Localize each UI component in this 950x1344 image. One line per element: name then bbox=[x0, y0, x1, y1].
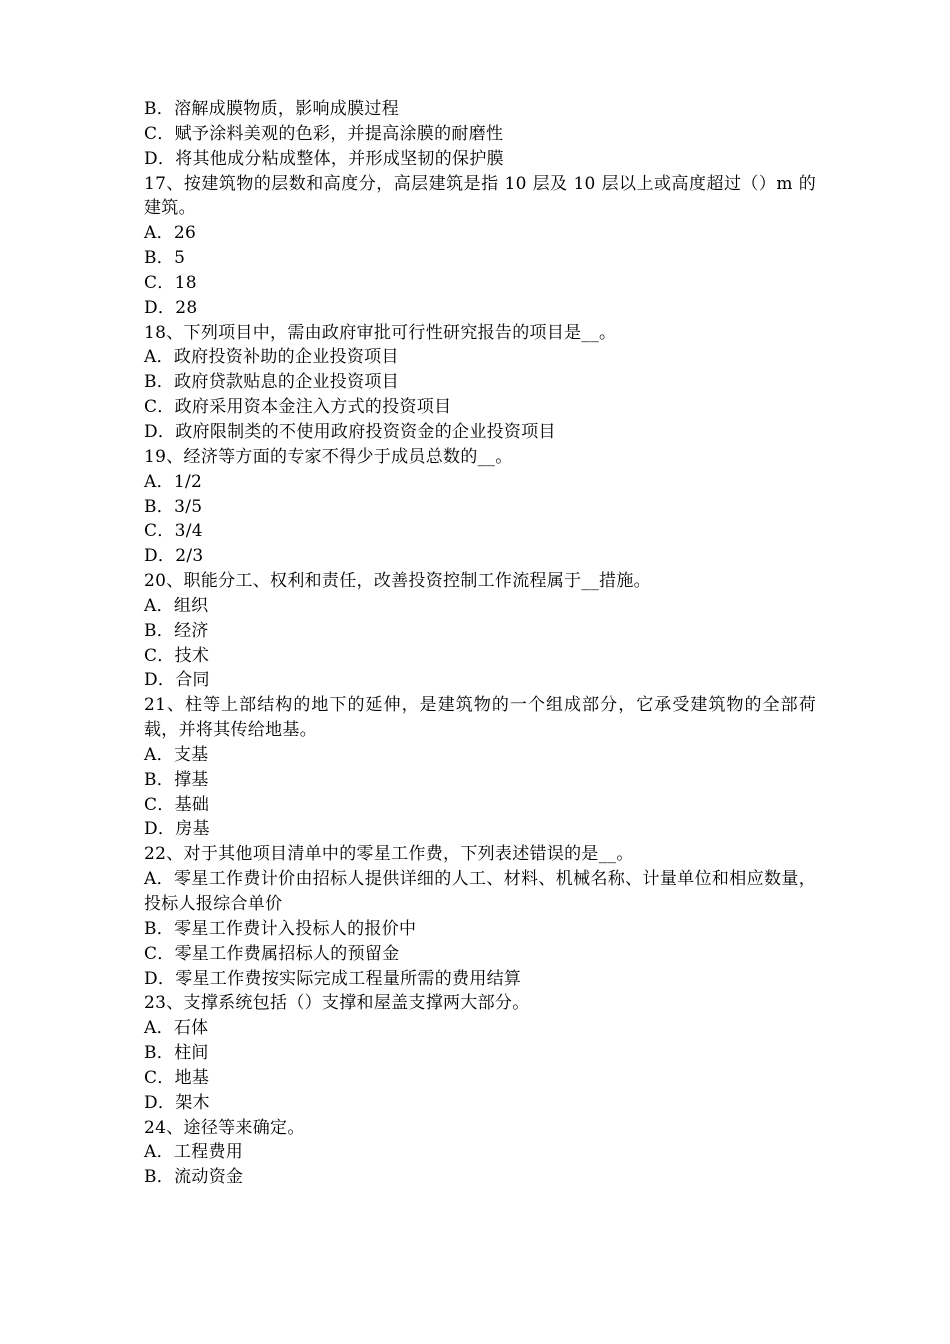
option-line: B．撑基 bbox=[144, 769, 209, 790]
option-line: B．3/5 bbox=[144, 496, 203, 517]
option-line: D．28 bbox=[144, 297, 198, 318]
option-line: A．组织 bbox=[144, 595, 209, 616]
option-line: A．石体 bbox=[144, 1018, 209, 1039]
option-line: B．经济 bbox=[144, 620, 209, 641]
question-21: 21、柱等上部结构的地下的延伸，是建筑物的一个组成部分，它承受建筑物的全部荷载，并将其传给地基。 bbox=[144, 695, 816, 741]
option-line: C．地基 bbox=[144, 1067, 210, 1088]
option-line: C．赋予涂料美观的色彩，并提高涂膜的耐磨性 bbox=[144, 123, 504, 144]
option-line: D．架木 bbox=[144, 1092, 210, 1113]
option-line: A．零星工作费计价由招标人提供详细的人工、材料、机械名称、计量单位和相应数量，投标人报综合单价 bbox=[144, 869, 816, 914]
question-24: 24、途径等来确定。 bbox=[144, 1117, 305, 1138]
option-line: D．2/3 bbox=[144, 546, 204, 567]
question-17: 17、按建筑物的层数和高度分，高层建筑是指 10 层及 10 层以上或高度超过（）m 的建筑。 bbox=[144, 173, 816, 219]
option-line: C．政府采用资本金注入方式的投资项目 bbox=[144, 397, 452, 418]
option-line: A．26 bbox=[144, 223, 197, 244]
question-18: 18、下列项目中，需由政府审批可行性研究报告的项目是__。 bbox=[144, 322, 617, 343]
option-line: A．1/2 bbox=[144, 471, 203, 492]
option-line: B．流动资金 bbox=[144, 1167, 244, 1188]
option-line: D．合同 bbox=[144, 670, 210, 691]
question-19: 19、经济等方面的专家不得少于成员总数的__。 bbox=[144, 446, 513, 467]
option-line: B．零星工作费计入投标人的报价中 bbox=[144, 918, 417, 939]
option-line: A．政府投资补助的企业投资项目 bbox=[144, 347, 399, 368]
option-line: D．房基 bbox=[144, 819, 210, 840]
option-line: C．零星工作费属招标人的预留金 bbox=[144, 943, 400, 964]
option-line: C．3/4 bbox=[144, 521, 203, 542]
question-23: 23、支撑系统包括（）支撑和屋盖支撑两大部分。 bbox=[144, 993, 530, 1014]
option-line: B．溶解成膜物质，影响成膜过程 bbox=[144, 99, 399, 119]
option-line: A．支基 bbox=[144, 744, 209, 765]
option-line: C．技术 bbox=[144, 645, 210, 666]
option-line: C．基础 bbox=[144, 794, 210, 815]
question-20: 20、职能分工、权利和责任，改善投资控制工作流程属于__措施。 bbox=[144, 571, 651, 592]
option-line: D．政府限制类的不使用政府投资资金的企业投资项目 bbox=[144, 421, 556, 442]
option-line: D．将其他成分粘成整体，并形成坚韧的保护膜 bbox=[144, 148, 504, 169]
exam-question-list bbox=[144, 97, 816, 1190]
option-line: C．18 bbox=[144, 272, 197, 293]
option-line: A．工程费用 bbox=[144, 1142, 244, 1163]
option-line: B．柱间 bbox=[144, 1043, 209, 1064]
option-line: D．零星工作费按实际完成工程量所需的费用结算 bbox=[144, 968, 522, 989]
question-22: 22、对于其他项目清单中的零星工作费，下列表述错误的是__。 bbox=[144, 844, 634, 865]
option-line: B．5 bbox=[144, 248, 186, 269]
option-line: B．政府贷款贴息的企业投资项目 bbox=[144, 372, 399, 393]
